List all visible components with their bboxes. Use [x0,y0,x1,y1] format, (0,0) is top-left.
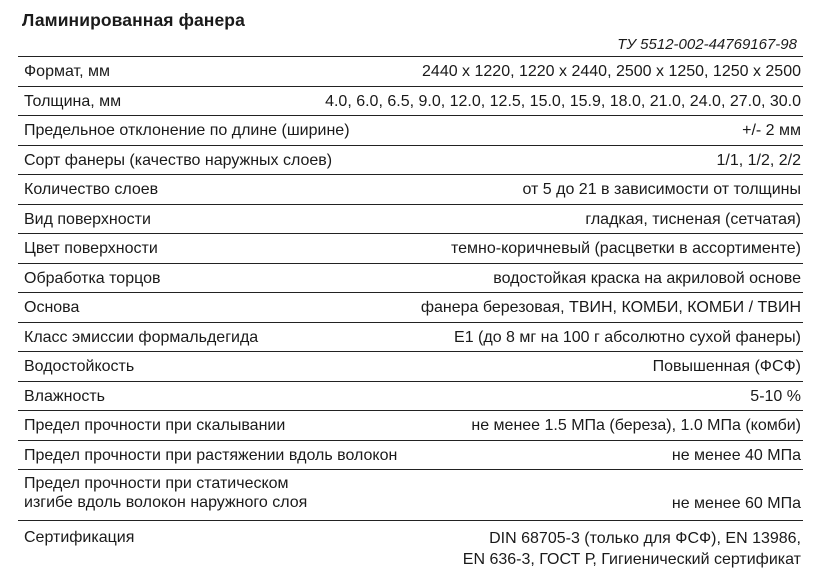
row-value: не менее 60 МПа [671,495,801,512]
table-row [18,233,803,263]
row-value: +/- 2 мм [742,122,801,139]
row-value-line: EN 636-3, ГОСТ Р, Гигиенический сертификат [462,551,801,568]
row-value: 4.0, 6.0, 6.5, 9.0, 12.0, 12.5, 15.0, 15.9, 18.0, 21.0, 24.0, 27.0, 30.0 [325,92,801,110]
row-value: темно-коричневый (расцветки в ассортименте) [450,240,801,257]
row-label: Предел прочности при растяжении вдоль волокон [24,446,398,464]
row-value: 2440 x 1220, 1220 x 2440, 2500 x 1250, 1250 x 2500 [422,63,801,80]
specs-table [18,56,803,576]
row-value [463,528,801,570]
page-title: Ламинированная фанера [22,10,245,30]
table-row [18,351,803,381]
table-row [18,440,803,470]
table-row [18,381,803,411]
row-value-line: DIN 68705-3 (только для ФСФ), EN 13986, [489,530,801,547]
row-label: Сертификация [24,529,135,546]
row-value: 1/1, 1/2, 2/2 [716,151,801,169]
row-label: Цвет поверхности [24,240,158,257]
row-label: Класс эмиссии формальдегида [24,328,259,346]
row-value: Повышенная (ФСФ) [652,358,801,375]
row-label: Формат, мм [24,63,110,80]
row-label: Вид поверхности [24,210,151,228]
table-row [18,174,803,204]
row-label [24,474,307,512]
row-value: фанера березовая, ТВИН, КОМБИ, КОМБИ / ТВИН [420,299,801,316]
row-value: гладкая, тисненая (сетчатая) [585,210,801,228]
row-label: Толщина, мм [24,92,122,110]
table-row [18,322,803,352]
row-label: Обработка торцов [24,269,161,287]
table-row [18,292,803,322]
table-row [18,263,803,293]
row-label: Количество слоев [24,181,159,198]
row-label-line: изгибе вдоль волокон наружного слоя [24,494,308,511]
table-row [18,56,803,86]
table-row [18,145,803,175]
row-value: водостойкая краска на акриловой основе [493,269,801,287]
table-row [18,86,803,116]
row-value: 5-10 % [750,387,801,405]
table-row-bending-strength [18,469,803,520]
table-row [18,410,803,440]
row-label: Влажность [24,387,106,405]
row-label-line: Предел прочности при статическом [24,475,289,492]
row-value: Е1 (до 8 мг на 100 г абсолютно сухой фанеры) [454,328,801,346]
table-row [18,204,803,234]
row-label: Сорт фанеры (качество наружных слоев) [24,151,333,169]
row-value: от 5 до 21 в зависимости от толщины [522,181,801,198]
table-row [18,115,803,145]
row-label: Предельное отклонение по длине (ширине) [24,122,350,139]
row-value: не менее 40 МПа [671,446,801,464]
row-value: не менее 1.5 МПа (береза), 1.0 МПа (комби) [471,417,801,434]
row-label: Предел прочности при скалывании [24,417,286,434]
row-label: Основа [24,299,80,316]
table-row-certification [18,520,803,576]
spec-reference: ТУ 5512-002-44769167-98 [617,36,797,53]
row-label: Водостойкость [24,358,135,375]
